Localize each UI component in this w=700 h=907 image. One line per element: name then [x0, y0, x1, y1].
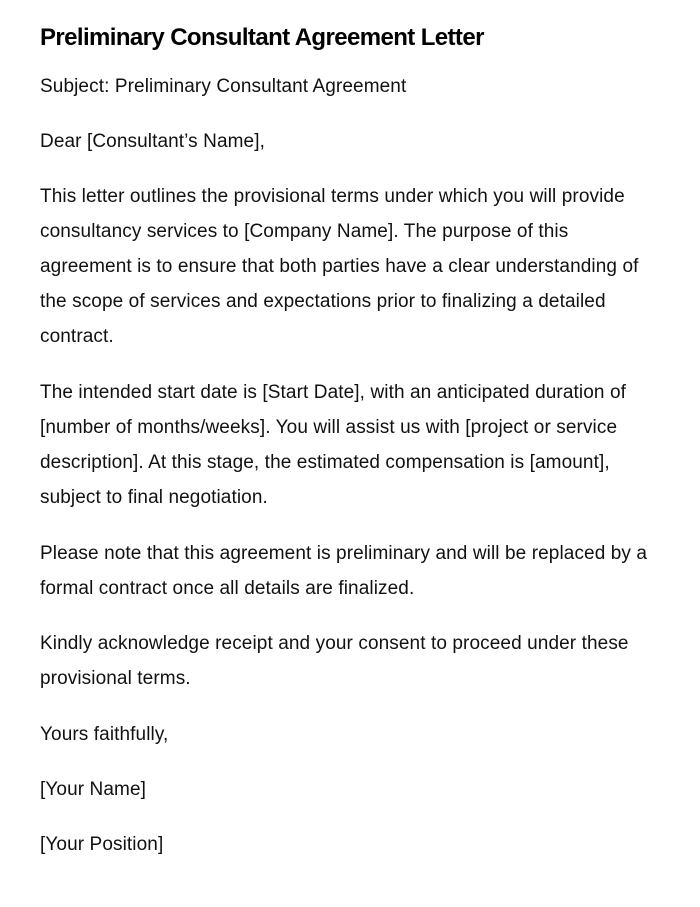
- body-paragraph-intro: This letter outlines the provisional terms under which you will provide consultancy services to [Company Name]. The purpose of this agreement is to ensure that both parties have a clear understanding of the scope of services and expectations prior to finalizing a detailed contract.: [40, 186, 639, 347]
- body-paragraph-acknowledge: Kindly acknowledge receipt and your consent to proceed under these provisional terms.: [40, 633, 629, 689]
- body-paragraph-note: Please note that this agreement is preliminary and will be replaced by a formal contract once all details are finalized.: [40, 543, 648, 599]
- signature-name: [Your Name]: [40, 779, 147, 800]
- closing: Yours faithfully,: [40, 724, 169, 745]
- body-paragraph-terms: The intended start date is [Start Date], with an anticipated duration of [number of months/weeks]. You will assist us with [project or service description]. At this stage, the estimated compensation is [amount], subject to final negotiation.: [40, 382, 626, 508]
- signature-position: [Your Position]: [40, 834, 164, 855]
- salutation: Dear [Consultant’s Name],: [40, 131, 265, 152]
- document-title: Preliminary Consultant Agreement Letter: [40, 24, 484, 51]
- subject-line: Subject: Preliminary Consultant Agreement: [40, 76, 407, 97]
